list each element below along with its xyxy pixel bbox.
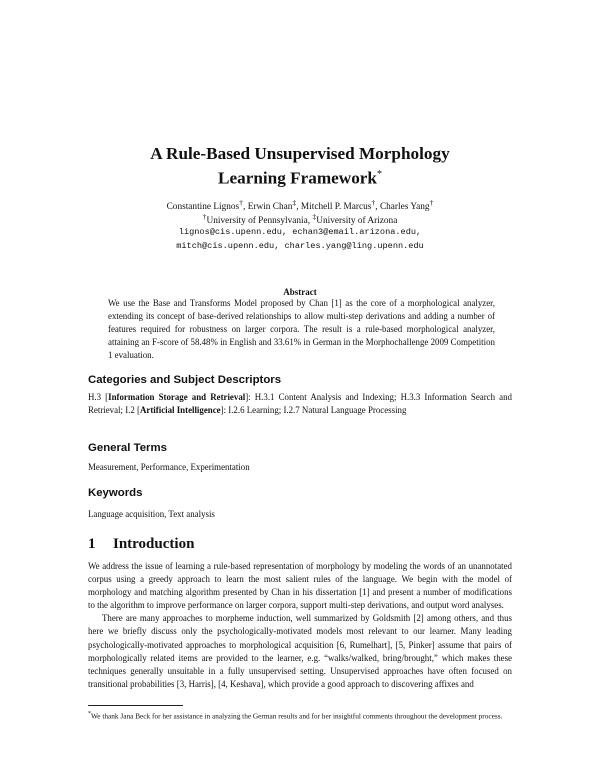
intro-paragraph-2: There are many approaches to morpheme induction, well summarized by Goldsmith [2] among others, and thus here we briefly discuss only the psychologically-motivated models most relevant to our learner. Many leading psychologically-motivated approaches to morphological acquisition [6, Rumelhart], [5, Pinker] assume that pairs of morphologically related items are provided to the learner, e.g. “walks/walked, bring/brought,” which makes these techniques generally unsuitable in a fully unsupervised setting. Unsupervised approaches have often focused on transitional probabilities [3, Harris], [4, Keshava], which provide a good approach to discovering affixes and	[88, 613, 512, 689]
emails-line-2: mitch@cis.upenn.edu, charles.yang@ling.upenn.edu	[176, 241, 424, 251]
keywords-text: Language acquisition, Text analysis	[88, 509, 215, 519]
keywords-heading: Keywords	[88, 487, 143, 499]
author-name: Erwin Chan	[247, 202, 293, 213]
footnote	[88, 709, 512, 721]
paper-title	[88, 143, 512, 189]
title-line-2: Learning Framework	[218, 168, 377, 188]
footnote-divider	[88, 705, 183, 706]
abstract-heading: Abstract	[283, 287, 317, 297]
author-affiliation-mark: †	[371, 198, 376, 207]
affiliation-mark-2: ‡	[312, 212, 317, 221]
author-affiliation-mark: ‡	[292, 198, 297, 207]
affiliation-1: University of Pennsylvania,	[206, 216, 313, 227]
author-name: Charles Yang	[379, 202, 430, 213]
categories-heading: Categories and Subject Descriptors	[88, 374, 282, 386]
footnote-mark: *	[88, 711, 91, 717]
category-text: H.3 [	[88, 392, 109, 402]
author-affiliation-mark: †	[239, 198, 244, 207]
category-bold-term: Artificial Intelligence	[140, 405, 221, 416]
introduction-heading	[88, 536, 194, 553]
author-name: Constantine Lignos	[166, 202, 240, 213]
section-number: 1	[88, 536, 96, 552]
category-text: ]: H.3.1 Content Analysis and Indexing; H.3.3 Information Search and Retrieval; I.2 [	[88, 392, 512, 416]
intro-paragraph-1: We address the issue of learning a rule-based representation of morphology by modeling the words of an unannotated corpus using a greedy approach to learn the most salient rules of the language. We begin with the model of morphology and matching algorithm presented by Chan in his dissertation [1] and present a number of modifications to the algorithm to improve performance on larger corpora, support multi-step derivations, and output word analyses.	[88, 561, 512, 611]
categories-text	[88, 391, 512, 417]
abstract-text: We use the Base and Transforms Model proposed by Chan [1] as the core of a morphological analyzer, extending its concept of base-derived relationships to allow multi-step derivations and adding a number of features required for robustness on larger corpora. The result is a rule-based morphological analyzer, attaining an F-score of 58.48% in English and 33.61% in German in the Morphochallenge 2009 Competition 1 evaluation.	[108, 298, 495, 361]
section-title: Introduction	[113, 536, 195, 552]
title-line-1: A Rule-Based Unsupervised Morphology	[150, 144, 450, 163]
author-separator: ,	[243, 202, 248, 213]
author-name: Mitchell P. Marcus	[300, 202, 372, 213]
author-affiliation-mark: †	[429, 198, 434, 207]
footnote-text: We thank Jana Beck for her assistance in analyzing the German results and for her insightful comments throughout the development process.	[91, 711, 503, 721]
general-terms-heading: General Terms	[88, 442, 167, 454]
general-terms-text: Measurement, Performance, Experimentation	[88, 462, 250, 472]
category-bold-term: Information Storage and Retrieval	[108, 392, 246, 402]
title-footnote-mark: *	[376, 169, 382, 180]
affiliation-2: University of Arizona	[316, 216, 398, 227]
category-text: ]: I.2.6 Learning; I.2.7 Natural Language Processing	[220, 405, 407, 416]
introduction-body	[88, 560, 512, 691]
author-separator: ,	[296, 202, 301, 213]
emails-line-1: lignos@cis.upenn.edu, echan3@email.arizona.edu,	[178, 227, 422, 237]
affiliation-mark-1: †	[202, 212, 207, 221]
author-separator: ,	[375, 202, 380, 213]
